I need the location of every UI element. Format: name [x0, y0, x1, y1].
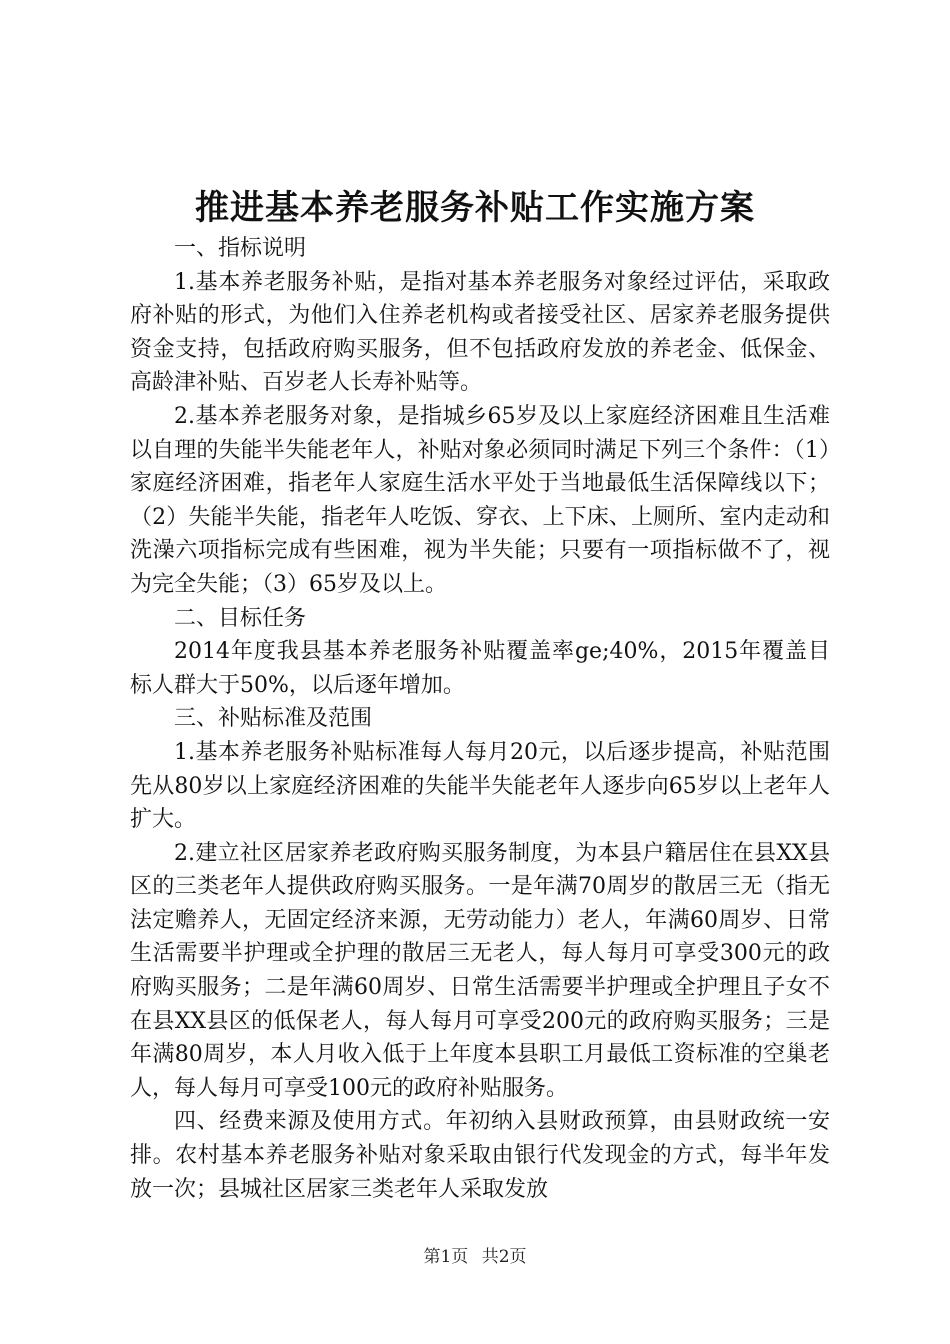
- section-heading-indicators: 一、指标说明: [174, 236, 307, 261]
- paragraph-subsidy-standard: 1.基本养老服务补贴标准每人每月20元，以后逐步提高，补贴范围先从80岁以上家庭经济困难的失能半失能老年人逐步向65岁以上老年人扩大。: [130, 739, 830, 833]
- paragraph-service-recipients: 2.基本养老服务对象，是指城乡65岁及以上家庭经济困难且生活难以自理的失能半失能老年人，补贴对象必须同时满足下列三个条件：（1）家庭经济困难，指老年人家庭生活水平处于当地最低生活保障线以下；（2）失能半失能，指老年人吃饭、穿衣、上下床、上厕所、室内走动和洗澡六项指标完成有些困难，视为半失能；只要有一项指标做不了，视为完全失能；（3）65岁及以上。: [130, 403, 830, 597]
- section-heading-standards: 三、补贴标准及范围: [174, 706, 373, 732]
- page-number: 第1页: [423, 1247, 469, 1267]
- page-footer: [0, 1246, 950, 1268]
- paragraph-subsidy-definition: 1.基本养老服务补贴，是指对基本养老服务对象经过评估，采取政府补贴的形式，为他们入住养老机构或者接受社区、居家养老服务提供资金支持，包括政府购买服务，但不包括政府发放的养老金、低保金、高龄津补贴、百岁老人长寿补贴等。: [130, 269, 830, 396]
- paragraph-funding-source: 四、经费来源及使用方式。年初纳入县财政预算，由县财政统一安排。农村基本养老服务补贴对象采取由银行代发现金的方式，每半年发放一次；县城社区居家三类老年人采取发放: [130, 1109, 830, 1202]
- page-total: 共2页: [481, 1247, 527, 1267]
- document-title: 推进基本养老服务补贴工作实施方案: [195, 188, 755, 228]
- section-heading-targets: 二、目标任务: [174, 605, 307, 631]
- document-body: [130, 232, 830, 1206]
- paragraph-purchase-service: 2.建立社区居家养老政府购买服务制度，为本县户籍居住在县XX县区的三类老年人提供政府购买服务。一是年满70周岁的散居三无（指无法定赡养人，无固定经济来源，无劳动能力）老人，年满60周岁、日常生活需要半护理或全护理的散居三无老人，每人每月可享受300元的政府购买服务；二是年满60周岁、日常生活需要半护理或全护理且子女不在县XX县区的低保老人，每人每月可享受200元的政府购买服务；三是年满80周岁，本人月收入低于上年度本县职工月最低工资标准的空巢老人，每人每月可享受100元的政府补贴服务。: [130, 840, 830, 1101]
- paragraph-coverage-targets: 2014年度我县基本养老服务补贴覆盖率ge;40%，2015年覆盖目标人群大于50%，以后逐年增加。: [130, 639, 830, 698]
